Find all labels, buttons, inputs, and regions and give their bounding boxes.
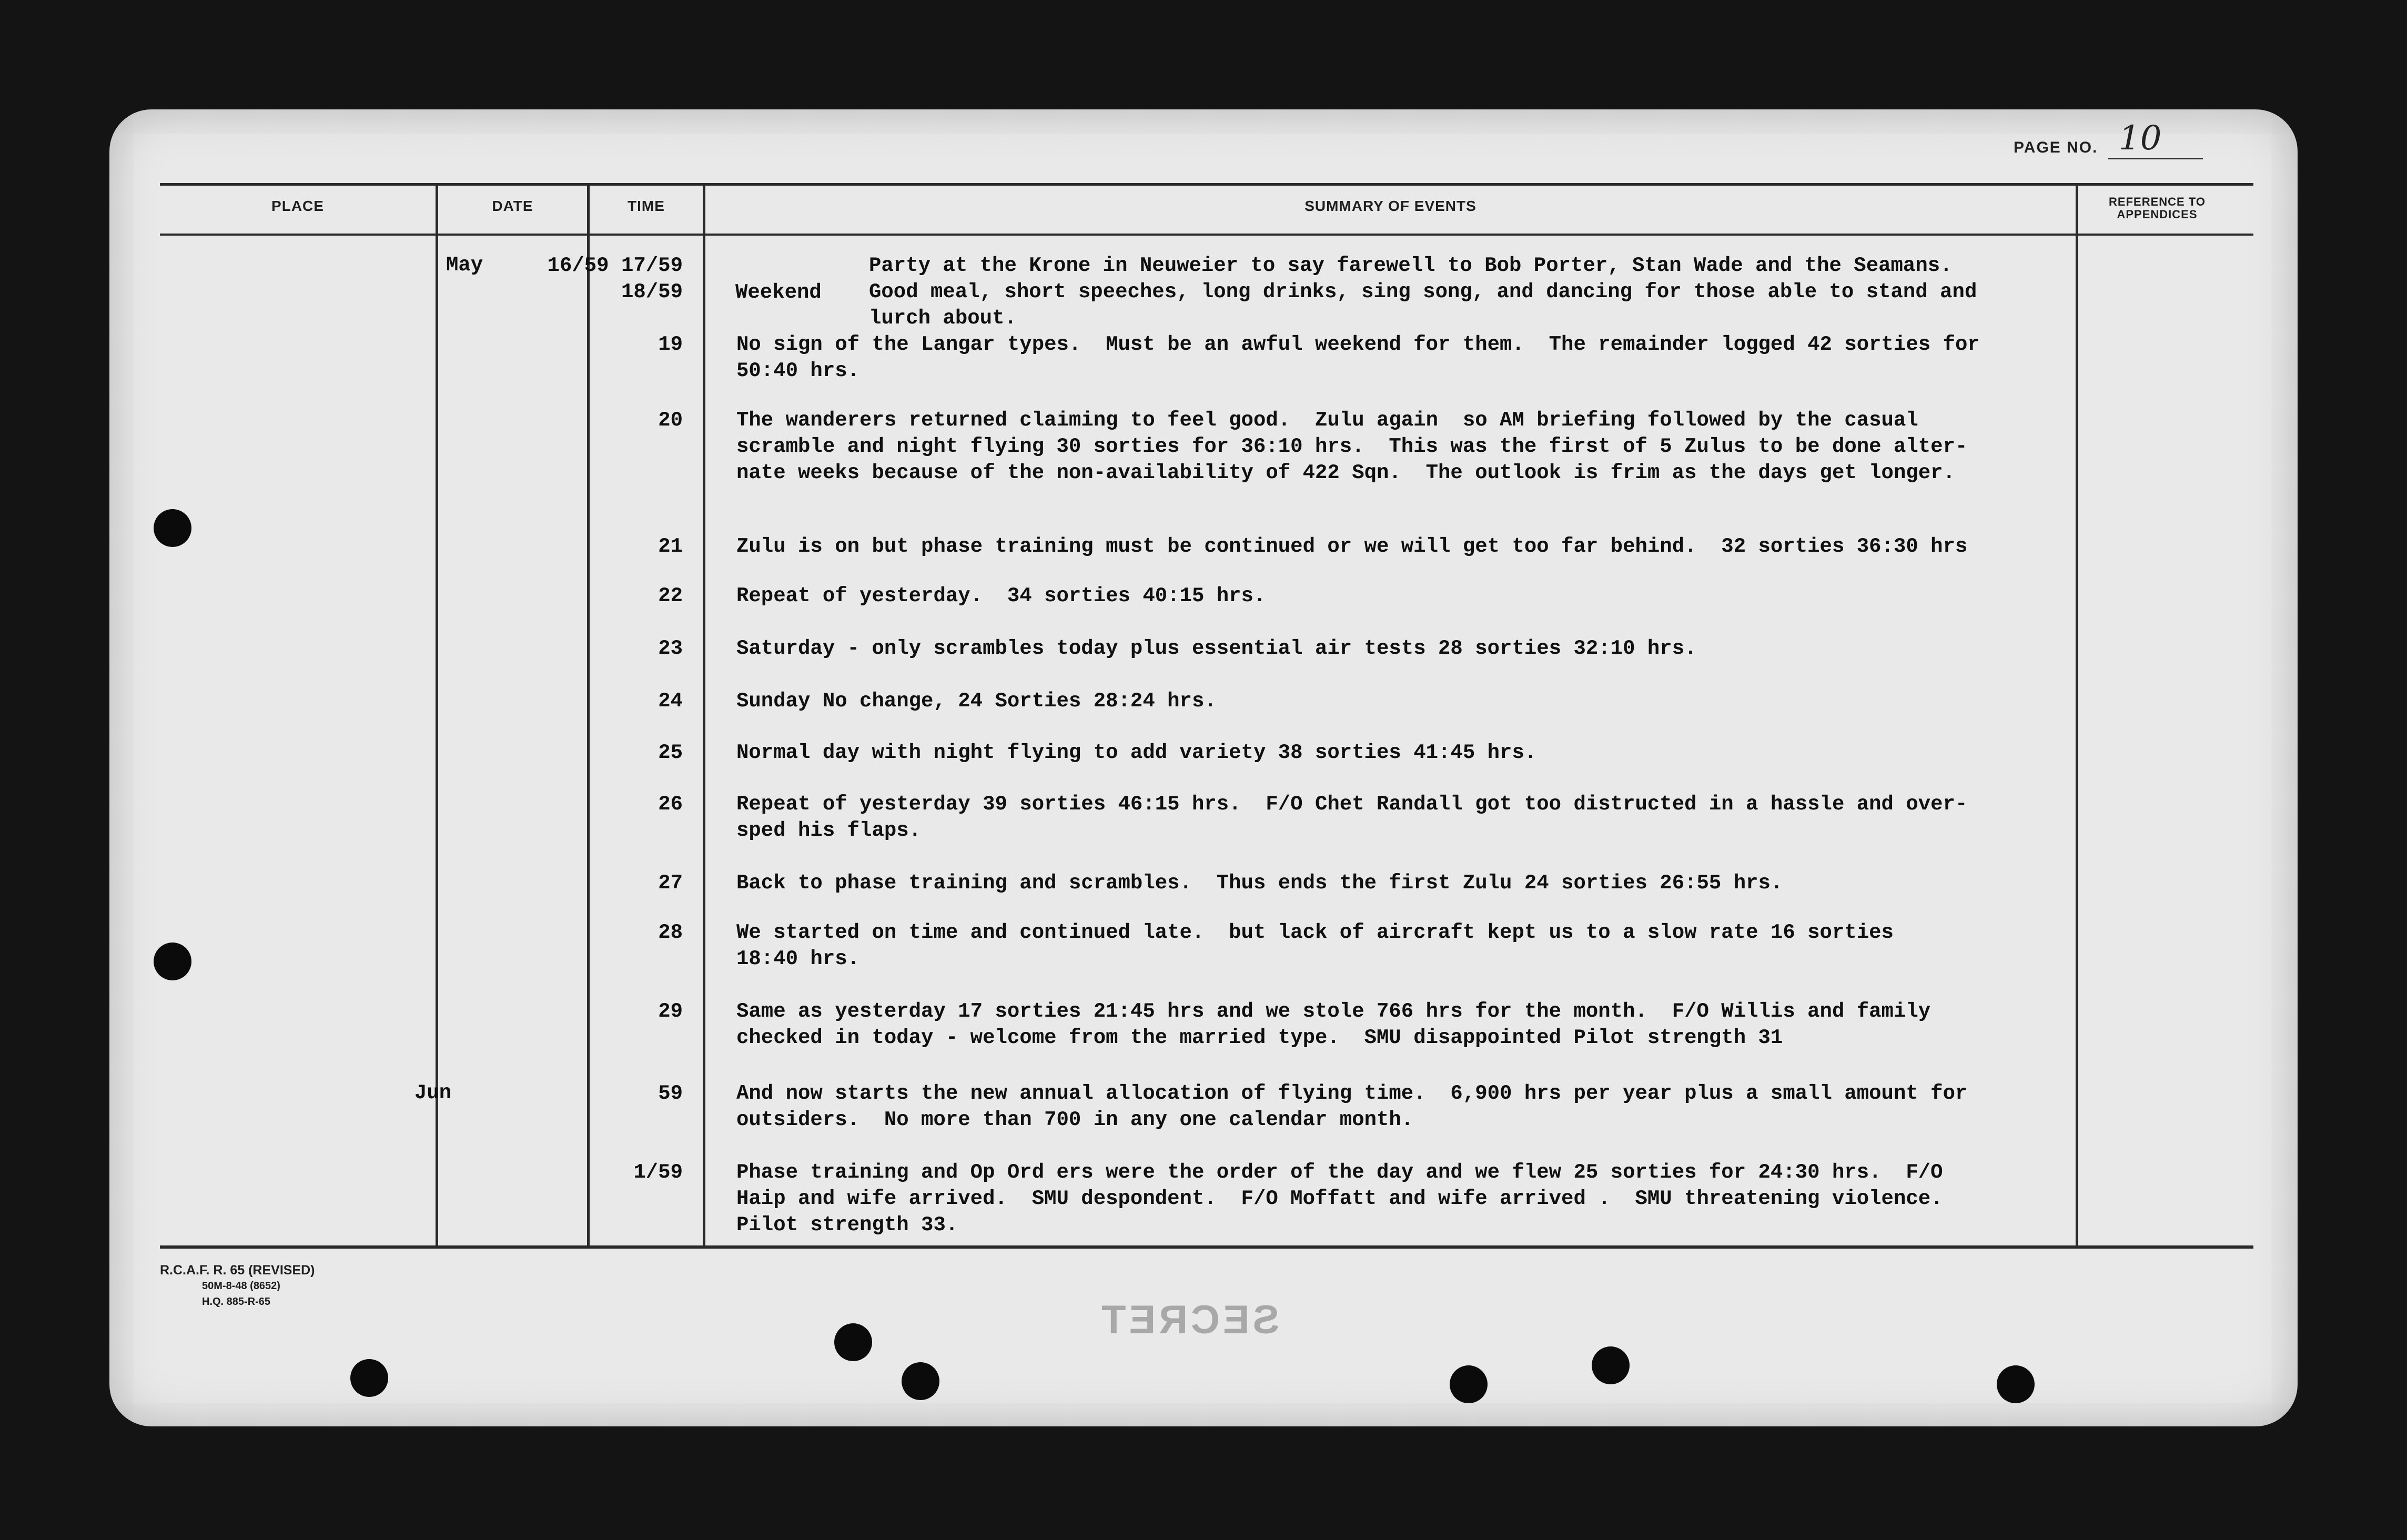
form-number-line: R.C.A.F. R. 65 (REVISED) [160,1263,315,1278]
column-header-summary: SUMMARY OF EVENTS [1304,198,1476,214]
diary-entry: Normal day with night flying to add variety 38 sorties 41:45 hrs. [736,741,1537,764]
header-bottom-rule [160,234,2253,236]
table-bottom-rule [160,1245,2253,1249]
column-header-place: PLACE [271,198,324,214]
weekend-label: Weekend [735,281,822,304]
secret-stamp: SECRET [1098,1298,1280,1342]
diary-entry: Back to phase training and scrambles. Thus ends the first Zulu 24 sorties 26:55 hrs. [736,872,1783,895]
entry-date: 19 [658,333,683,356]
diary-entry: We started on time and continued late. but lack of aircraft kept us to a slow rate 16 sorties 18:40 hrs. [736,921,1894,970]
entry-date: 1/59 [633,1161,683,1184]
punch-hole [834,1323,872,1361]
page-number-label: PAGE NO. [2014,139,2098,156]
column-header-time: TIME [628,198,665,214]
punch-hole [1450,1365,1488,1403]
month-label-may: May [446,254,483,277]
form-number-block [160,1262,315,1310]
diary-entry: Repeat of yesterday. 34 sorties 40:15 hrs. [736,584,1266,607]
diary-entry: Zulu is on but phase training must be continued or we will get too far behind. 32 sorties 36:30 hrs [736,535,1968,558]
punch-hole [350,1359,388,1397]
entry-date: 21 [658,535,683,558]
entry-date: 16/59 17/59 18/59 [547,254,683,303]
entry-date: 26 [658,793,683,816]
diary-entry: And now starts the new annual allocation of flying time. 6,900 hrs per year plus a small amount for outsiders. No more than 700 in any one calendar month. [736,1082,1968,1131]
column-header-date: DATE [492,198,533,214]
punch-hole [154,509,191,547]
page-number-underline [2108,158,2203,159]
punch-hole [154,943,191,980]
entry-date: 28 [658,921,683,944]
form-number-line: 50M-8-48 (8652) [202,1280,280,1292]
diary-entry: Same as yesterday 17 sorties 21:45 hrs and we stole 766 hrs for the month. F/O Willis and family checked in today - welcome from the married type. SMU disappointed Pilot strength 31 [736,1000,1931,1049]
entry-date: 25 [658,741,683,764]
diary-sheet [109,109,2298,1426]
month-label-jun: Jun [414,1081,452,1105]
diary-entry: Sunday No change, 24 Sorties 28:24 hrs. [736,690,1217,713]
entry-date: 59 [658,1082,683,1105]
entry-date: 20 [658,409,683,432]
punch-hole [902,1362,939,1400]
entry-date: 24 [658,690,683,713]
entry-date: 22 [658,584,683,607]
column-divider-time [703,183,705,1247]
page-number-value: 10 [2119,119,2162,158]
diary-entry: Phase training and Op Ord ers were the order of the day and we flew 25 sorties for 24:30 hrs. F/O Haip and wife arrived. SMU despondent. F/O Moffatt and wife arrived . SMU threatening violence. Pilot strength 33. [736,1161,1943,1237]
diary-entry: Saturday - only scrambles today plus essential air tests 28 sorties 32:10 hrs. [736,637,1697,660]
punch-hole [1997,1365,2035,1403]
diary-entry: Party at the Krone in Neuweier to say farewell to Bob Porter, Stan Wade and the Seamans. Good meal, short speeches, long drinks, sing song, and dancing for those able to stand and lurch about. [869,254,1977,330]
entry-date: 23 [658,637,683,660]
entry-date: 29 [658,1000,683,1023]
diary-entry: Repeat of yesterday 39 sorties 46:15 hrs. F/O Chet Randall got too distructed in a hassle and over- sped his flaps. [736,793,1968,842]
form-number-line: H.Q. 885-R-65 [202,1296,271,1308]
diary-entry: The wanderers returned claiming to feel good. Zulu again so AM briefing followed by the casual scramble and night flying 30 sorties for 36:10 hrs. This was the first of 5 Zulus to be done alter- nate weeks because of the non-availability of 422 Sqn. The outlook is frim as the days get longer. [736,409,1968,484]
column-header-reference: REFERENCE TO APPENDICES [2109,195,2206,221]
table-top-rule [160,183,2253,186]
entry-date: 27 [658,872,683,895]
diary-entry: No sign of the Langar types. Must be an awful weekend for them. The remainder logged 42 sorties for 50:40 hrs. [736,333,1980,382]
punch-hole [1592,1346,1630,1384]
